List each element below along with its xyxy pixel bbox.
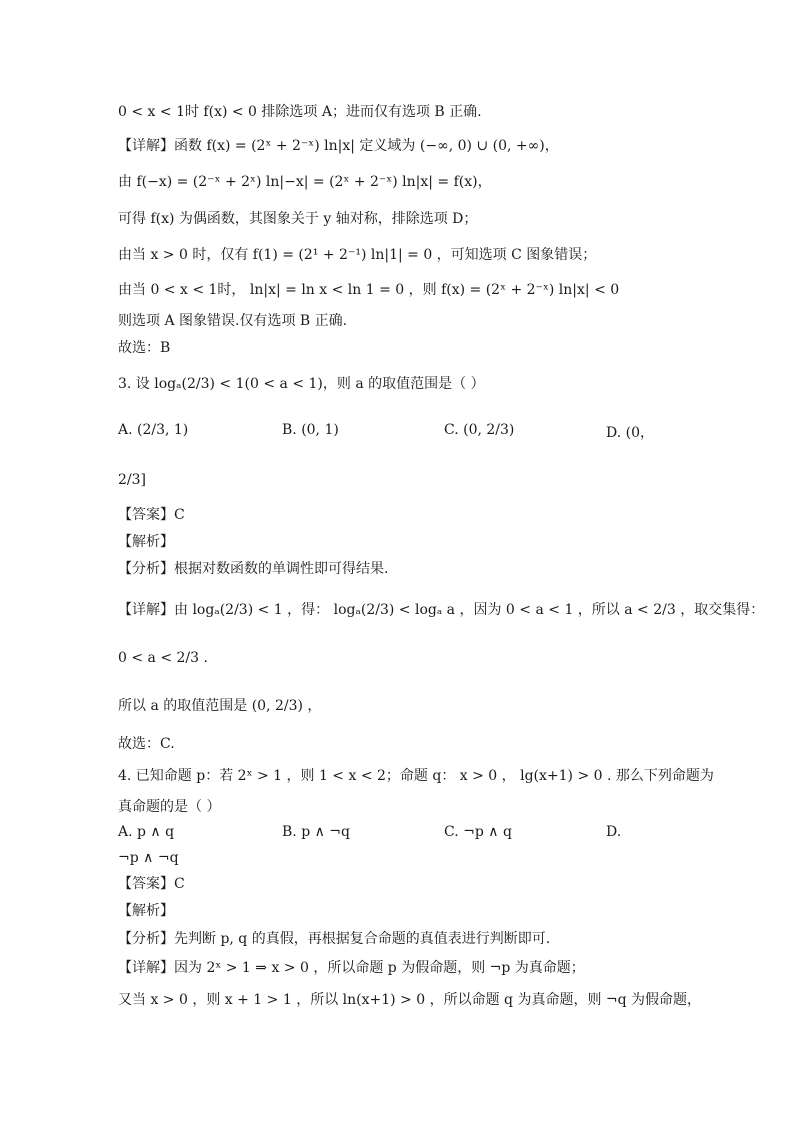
- analysis-heading-4: 【解析】: [118, 903, 174, 919]
- text-line-6: 由当 0 < x < 1时， ln|x| = ln x < ln 1 = 0 ，则 f(x) = (2ˣ + 2⁻ˣ) ln|x| < 0: [118, 282, 620, 298]
- answer-tag: 【答案】: [118, 507, 174, 523]
- detail-text: 由 logₐ(2/3) < 1 ，得： logₐ(2/3) < logₐ a ，因为 0 < a < 1 ，所以 a < 2/3 ，取交集得：: [174, 602, 765, 618]
- q4-option-b: B. p ∧ ¬q: [282, 824, 350, 840]
- detail-4: [118, 958, 585, 978]
- question-4-cont: 真命题的是（ ）: [118, 799, 221, 815]
- q4-option-d-cont: ¬p ∧ ¬q: [118, 850, 179, 866]
- analysis-4: [118, 929, 550, 949]
- analysis-text: 根据对数函数的单调性即可得结果.: [174, 561, 389, 577]
- question-4: 4. 已知命题 p：若 2ˣ > 1 ，则 1 < x < 2；命题 q： x > 0 ， lg(x+1) > 0 . 那么下列命题为: [118, 768, 714, 784]
- q3-option-c: C. (0, 2/3): [444, 422, 515, 438]
- text-line-3: 由 f(−x) = (2⁻ˣ + 2ˣ) ln|−x| = (2ˣ + 2⁻ˣ) ln|x| = f(x)，: [118, 174, 492, 190]
- answer-value: C: [174, 507, 185, 523]
- analysis-heading-3: 【解析】: [118, 534, 174, 550]
- detail-text: 因为 2ˣ > 1 ⇒ x > 0 ，所以命题 p 为假命题，则 ¬p 为真命题；: [174, 960, 585, 976]
- q4-option-a: A. p ∧ q: [118, 824, 175, 840]
- q3-option-b: B. (0, 1): [282, 422, 339, 438]
- q3-option-a: A. (2/3, 1): [118, 422, 189, 438]
- q3-option-d-cont: 2/3]: [118, 472, 146, 488]
- analysis-text: 先判断 p, q 的真假，再根据复合命题的真值表进行判断即可.: [174, 931, 551, 947]
- text-line-7: 则选项 A 图象错误.仅有选项 B 正确.: [118, 313, 348, 329]
- q3-option-d: D. (0，: [606, 425, 654, 441]
- detail-tag: 【详解】: [118, 138, 174, 154]
- question-3: 3. 设 logₐ(2/3) < 1(0 < a < 1)，则 a 的取值范围是（ ）: [118, 376, 485, 392]
- text-line-5: 由当 x > 0 时，仅有 f(1) = (2¹ + 2⁻¹) ln|1| = 0 ，可知选项 C 图象错误；: [118, 247, 597, 263]
- text-line-1: 0 < x < 1时 f(x) < 0 排除选项 A；进而仅有选项 B 正确.: [118, 104, 482, 120]
- answer-4: [118, 874, 185, 894]
- detail-4-cont: 又当 x > 0 ，则 x + 1 > 1 ，所以 ln(x+1) > 0 ，所以命题 q 为真命题，则 ¬q 为假命题，: [118, 992, 702, 1008]
- detail-tag: 【详解】: [118, 602, 174, 618]
- detail-3-cont: 0 < a < 2/3 .: [118, 650, 208, 666]
- analysis-tag: 【分析】: [118, 931, 174, 947]
- answer-value: C: [174, 876, 185, 892]
- analysis-3: [118, 559, 388, 579]
- answer-3: [118, 505, 185, 525]
- detail-tag: 【详解】: [118, 960, 174, 976]
- q4-option-d: D.: [606, 824, 622, 840]
- detail-text: 函数 f(x) = (2ˣ + 2⁻ˣ) ln|x| 定义域为 (−∞, 0) ∪ (0, +∞)，: [174, 138, 559, 154]
- answer-tag: 【答案】: [118, 876, 174, 892]
- analysis-tag: 【分析】: [118, 561, 174, 577]
- detail-line-2: [118, 136, 559, 156]
- q4-option-c: C. ¬p ∧ q: [444, 824, 512, 840]
- text-line-8: 故选：B: [118, 340, 171, 356]
- detail-3: [118, 600, 764, 620]
- text-line-4: 可得 f(x) 为偶函数，其图象关于 y 轴对称，排除选项 D；: [118, 211, 478, 227]
- detail-3-range: 所以 a 的取值范围是 (0, 2/3) ，: [118, 698, 322, 714]
- choice-3: 故选：C.: [118, 736, 175, 752]
